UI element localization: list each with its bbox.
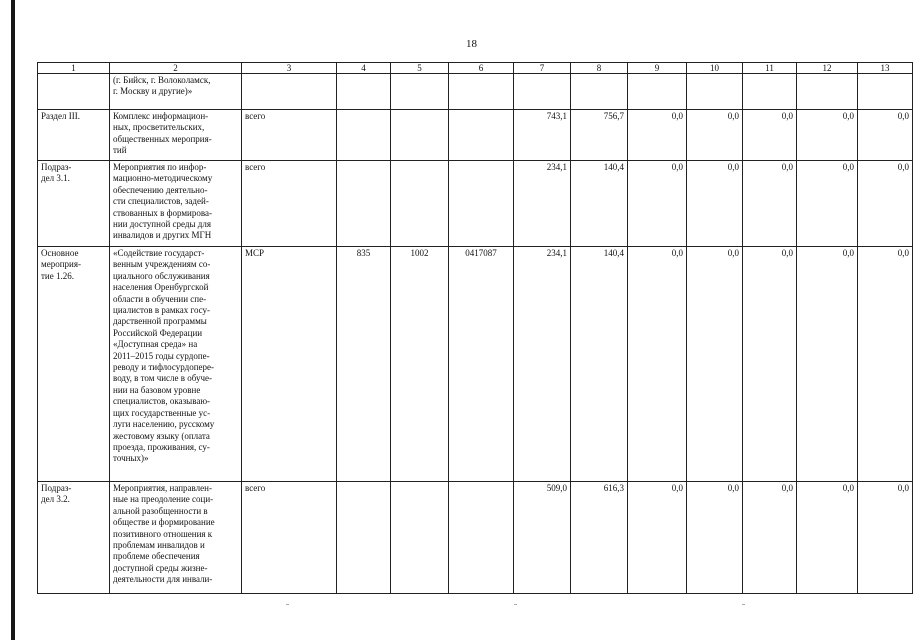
cell-value: [797, 74, 858, 110]
cell-value: 743,1: [514, 110, 571, 161]
cell-rzpr: 1002: [391, 247, 449, 482]
cell-value: 0,0: [687, 247, 743, 482]
cell-grbs: 835: [337, 247, 391, 482]
table-row-meropriyatie-1-26: [38, 247, 913, 482]
cell-grbs: [337, 482, 391, 594]
cell-value: [628, 74, 687, 110]
column-number: 11: [743, 63, 797, 74]
cell-value: [858, 74, 913, 110]
cell-rzpr: [391, 74, 449, 110]
scan-edge: [11, 0, 15, 640]
column-number: 4: [337, 63, 391, 74]
scan-speck: [286, 604, 289, 605]
cell-section: Подраз- дел 3.1.: [38, 161, 110, 247]
column-number: 8: [571, 63, 628, 74]
cell-value: 0,0: [743, 161, 797, 247]
cell-csr: [449, 110, 514, 161]
cell-value: [571, 74, 628, 110]
cell-value: 0,0: [858, 247, 913, 482]
cell-description: (г. Бийск, г. Волоколамск, г. Москву и другие)»: [110, 74, 242, 110]
scan-speck: [742, 604, 745, 605]
cell-value: 0,0: [628, 161, 687, 247]
column-number: 6: [449, 63, 514, 74]
column-number: 9: [628, 63, 687, 74]
cell-executor: [242, 74, 337, 110]
cell-value: 140,4: [571, 247, 628, 482]
cell-rzpr: [391, 482, 449, 594]
cell-value: [743, 74, 797, 110]
cell-value: 0,0: [743, 482, 797, 594]
table-row-razdel-3: [38, 110, 913, 161]
cell-value: 0,0: [628, 110, 687, 161]
cell-executor: всего: [242, 482, 337, 594]
cell-value: 0,0: [687, 482, 743, 594]
cell-csr: [449, 161, 514, 247]
cell-value: 0,0: [628, 247, 687, 482]
cell-value: 0,0: [797, 247, 858, 482]
cell-executor: всего: [242, 110, 337, 161]
cell-rzpr: [391, 161, 449, 247]
cell-section: Раздел III.: [38, 110, 110, 161]
cell-executor: всего: [242, 161, 337, 247]
cell-value: 0,0: [743, 110, 797, 161]
cell-value: 0,0: [797, 161, 858, 247]
cell-description: «Содействие государст- венным учреждениям со- циального обслуживания населения Оренбургской области в обучении спе- циалистов в рамках госу- дарственной программы Российской Федерации «Доступная среда» на 2011–2015 годы сурдопе- реводу и тифлосурдопере- воду, в том числе в обуче- нии на базовом уровне специалистов, оказываю- щих государственные ус- луги населению, русскому жестовому языку (оплата проезда, проживания, су- точных)»: [110, 247, 242, 482]
column-number-row: [38, 63, 913, 74]
cell-value: 0,0: [797, 482, 858, 594]
cell-section: Основное мероприя- тие 1.26.: [38, 247, 110, 482]
column-number: 10: [687, 63, 743, 74]
cell-value: 0,0: [858, 161, 913, 247]
column-number: 3: [242, 63, 337, 74]
cell-section: Подраз- дел 3.2.: [38, 482, 110, 594]
cell-value: 0,0: [858, 482, 913, 594]
cell-value: 509,0: [514, 482, 571, 594]
column-number: 2: [110, 63, 242, 74]
cell-value: 756,7: [571, 110, 628, 161]
cell-executor: МСР: [242, 247, 337, 482]
scan-speck: [514, 604, 517, 605]
cell-value: 616,3: [571, 482, 628, 594]
cell-value: 140,4: [571, 161, 628, 247]
cell-value: 0,0: [743, 247, 797, 482]
cell-value: 0,0: [797, 110, 858, 161]
cell-grbs: [337, 161, 391, 247]
cell-value: 0,0: [628, 482, 687, 594]
cell-value: 234,1: [514, 247, 571, 482]
cell-value: [514, 74, 571, 110]
cell-description: Мероприятия по инфор- мационно-методическому обеспечению деятельно- сти специалистов, задей- ствованных в формирова- нии доступной среды для инвалидов и других МГН: [110, 161, 242, 247]
cell-description: Мероприятия, направлен- ные на преодоление соци- альной разобщенности в обществе и формирование позитивного отношения к проблемам инвалидов и проблеме обеспечения доступной среды жизне- деятельности для инвали-: [110, 482, 242, 594]
column-number: 5: [391, 63, 449, 74]
cell-value: 234,1: [514, 161, 571, 247]
cell-value: [687, 74, 743, 110]
table-row-continuation: [38, 74, 913, 110]
column-number: 7: [514, 63, 571, 74]
cell-value: 0,0: [687, 110, 743, 161]
cell-section: [38, 74, 110, 110]
table-row-podrazdel-3-2: [38, 482, 913, 594]
column-number: 1: [38, 63, 110, 74]
cell-value: 0,0: [687, 161, 743, 247]
cell-csr: 0417087: [449, 247, 514, 482]
table-row-podrazdel-3-1: [38, 161, 913, 247]
column-number: 13: [858, 63, 913, 74]
page-number: 18: [466, 38, 477, 50]
cell-description: Комплекс информацион- ных, просветительских, общественных мероприя- тий: [110, 110, 242, 161]
cell-value: 0,0: [858, 110, 913, 161]
cell-grbs: [337, 110, 391, 161]
cell-grbs: [337, 74, 391, 110]
program-table: [37, 62, 913, 594]
cell-csr: [449, 74, 514, 110]
cell-rzpr: [391, 110, 449, 161]
cell-csr: [449, 482, 514, 594]
column-number: 12: [797, 63, 858, 74]
